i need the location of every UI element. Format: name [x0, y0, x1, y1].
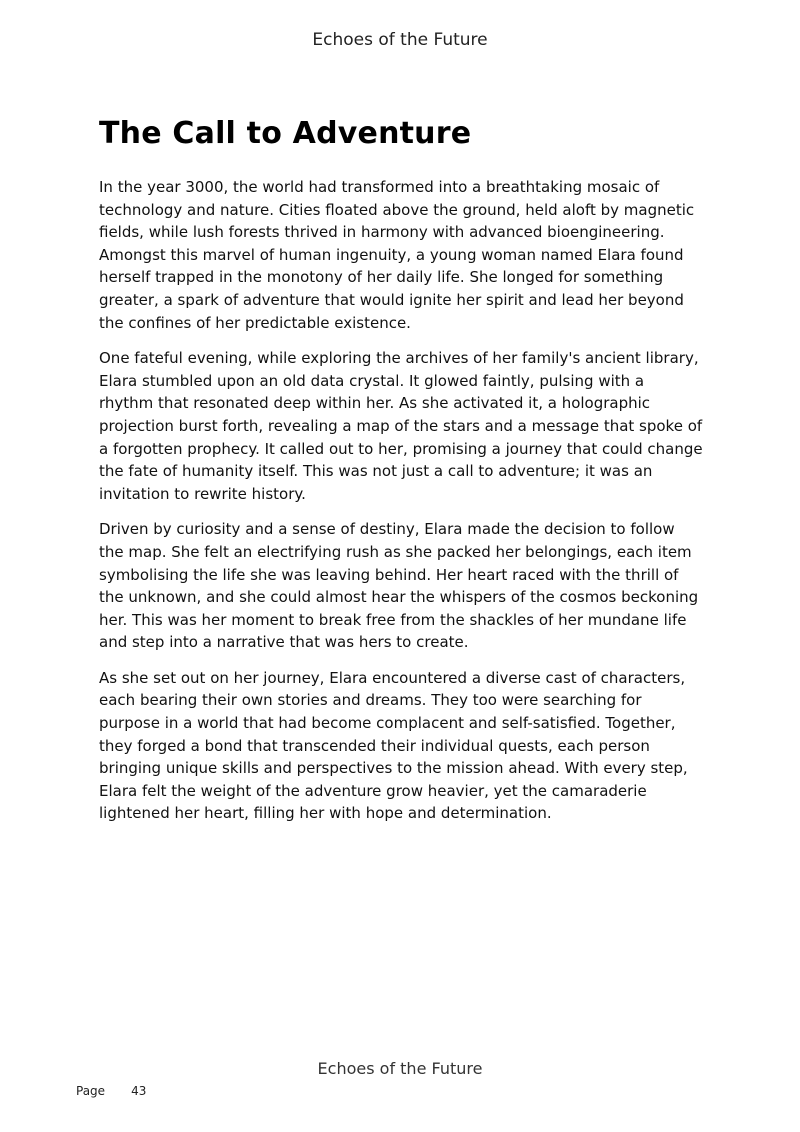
running-header: Echoes of the Future: [312, 30, 488, 50]
paragraph: In the year 3000, the world had transformed into a breathtaking mosaic of technology and nature. Cities floated above the ground, held aloft by magnetic fields, while lush forests thrived in harmony with advanced bioengineering. Amongst this marvel of human ingenuity, a young woman named Elara found herself trapped in the monotony of her daily life. She longed for something greater, a spark of adventure that would ignite her spirit and lead her beyond the confines of her predictable existence.: [99, 178, 695, 332]
paragraph: Driven by curiosity and a sense of destiny, Elara made the decision to follow the map. She felt an electrifying rush as she packed her belongings, each item symbolising the life she was leaving behind. Her heart raced with the thrill of the unknown, and she could almost hear the whispers of the cosmos beckoning her. This was her moment to break free from the shackles of her mundane life and step into a narrative that was hers to create.: [99, 520, 699, 652]
page-number-value: 43: [131, 1084, 147, 1098]
running-footer: Echoes of the Future: [317, 1059, 483, 1078]
chapter-body: [99, 176, 703, 838]
page-label: Page: [76, 1084, 106, 1098]
paragraph: As she set out on her journey, Elara encountered a diverse cast of characters, each bearing their own stories and dreams. They too were searching for purpose in a world that had become complacent and self-satisfied. Together, they forged a bond that transcended their individual quests, each person bringing unique skills and perspectives to the mission ahead. With every step, Elara felt the weight of the adventure grow heavier, yet the camaraderie lightened her heart, filling her with hope and determination.: [99, 668, 688, 823]
chapter-title: The Call to Adventure: [99, 116, 472, 151]
page-number: [76, 1084, 146, 1098]
paragraph: One fateful evening, while exploring the archives of her family's ancient library, Elara stumbled upon an old data crystal. It glowed faintly, pulsing with a rhythm that resonated deep within her. As she activated it, a holographic projection burst forth, revealing a map of the stars and a message that spoke of a forgotten prophecy. It called out to her, promising a journey that could change the fate of humanity itself. This was not just a call to adventure; it was an invitation to rewrite history.: [99, 349, 703, 503]
